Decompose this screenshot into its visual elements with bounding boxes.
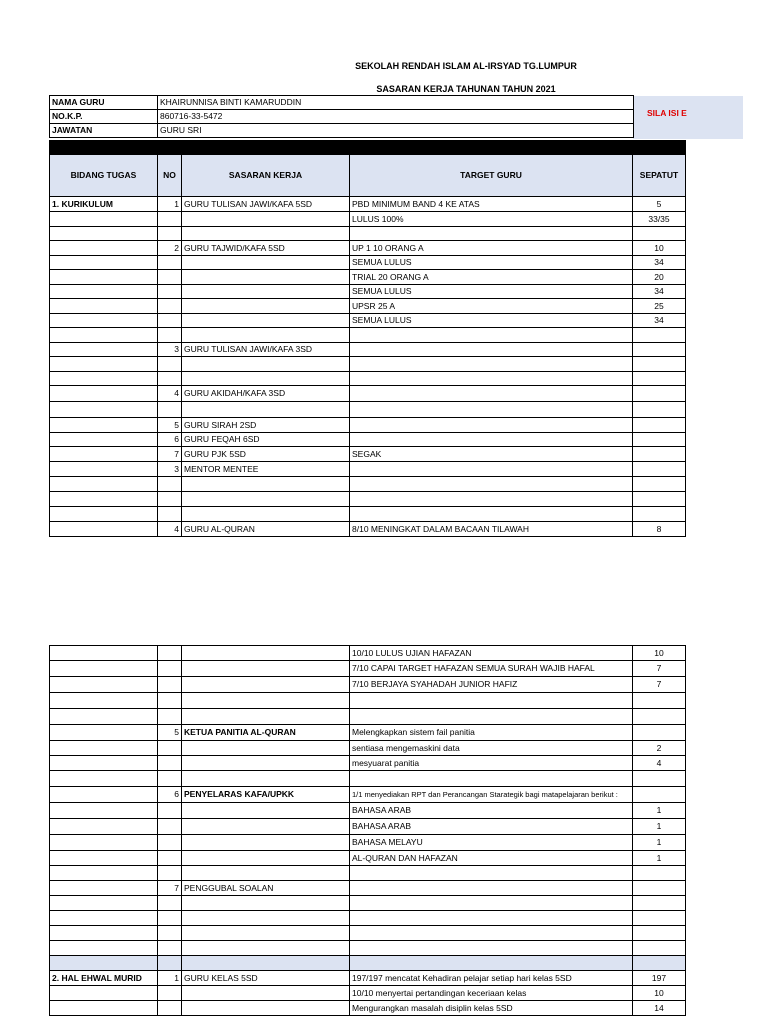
no-cell	[158, 371, 182, 386]
sasaran-kerja-cell: GURU AKIDAH/KAFA 3SD	[182, 386, 350, 402]
no-cell: 6	[158, 432, 182, 447]
target-guru-cell: SEMUA LULUS	[350, 313, 633, 328]
bidang-tugas-cell	[50, 646, 158, 661]
no-cell: 1	[158, 971, 182, 986]
table-row	[50, 284, 686, 299]
sepatut-cell	[633, 342, 686, 357]
no-cell	[158, 313, 182, 328]
sasaran-kerja-cell: GURU AL-QURAN	[182, 522, 350, 537]
bidang-tugas-cell	[50, 677, 158, 693]
col-sasaran-kerja: SASARAN KERJA	[182, 155, 350, 197]
sepatut-cell: 197	[633, 971, 686, 986]
sepatut-cell	[633, 507, 686, 522]
target-guru-cell	[350, 911, 633, 926]
sepatut-cell: 7	[633, 661, 686, 677]
table-row	[50, 896, 686, 911]
no-cell: 6	[158, 787, 182, 803]
table-row	[50, 709, 686, 725]
sasaran-kerja-cell	[182, 986, 350, 1001]
target-guru-cell	[350, 402, 633, 418]
table-row	[50, 226, 686, 241]
sepatut-cell	[633, 941, 686, 956]
sepatut-cell: 1	[633, 851, 686, 866]
bidang-tugas-cell	[50, 357, 158, 372]
no-cell	[158, 803, 182, 819]
bidang-tugas-cell	[50, 313, 158, 328]
table-row	[50, 986, 686, 1001]
sasaran-kerja-cell	[182, 771, 350, 787]
table-row	[50, 866, 686, 881]
bidang-tugas-cell	[50, 835, 158, 851]
no-cell	[158, 270, 182, 285]
sasaran-kerja-cell	[182, 803, 350, 819]
sasaran-kerja-cell	[182, 896, 350, 911]
bidang-tugas-cell	[50, 462, 158, 477]
bidang-tugas-cell	[50, 756, 158, 771]
fill-in-note: SILA ISI E	[633, 96, 743, 139]
bidang-tugas-cell	[50, 371, 158, 386]
target-guru-cell: Melengkapkan sistem fail panitia	[350, 725, 633, 741]
sepatut-cell: 34	[633, 284, 686, 299]
sasaran-kerja-cell	[182, 677, 350, 693]
no-cell	[158, 677, 182, 693]
bidang-tugas-cell	[50, 941, 158, 956]
table-row	[50, 971, 686, 986]
sepatut-cell	[633, 328, 686, 343]
no-cell	[158, 771, 182, 787]
table-row	[50, 741, 686, 756]
sepatut-cell: 10	[633, 646, 686, 661]
table-row	[50, 241, 686, 256]
sasaran-kerja-cell	[182, 819, 350, 835]
table-row	[50, 661, 686, 677]
teacher-info-table	[49, 95, 634, 138]
target-guru-cell: PBD MINIMUM BAND 4 KE ATAS	[350, 197, 633, 212]
bidang-tugas-cell	[50, 226, 158, 241]
sasaran-kerja-cell	[182, 646, 350, 661]
sasaran-kerja-cell	[182, 212, 350, 227]
bidang-tugas-cell	[50, 492, 158, 507]
no-cell	[158, 851, 182, 866]
table-row	[50, 1001, 686, 1016]
bidang-tugas-cell	[50, 342, 158, 357]
no-cell: 1	[158, 197, 182, 212]
table-row	[50, 941, 686, 956]
table-row	[50, 462, 686, 477]
sasaran-kerja-cell: GURU FEQAH 6SD	[182, 432, 350, 447]
sasaran-kerja-cell	[182, 357, 350, 372]
sepatut-cell: 2	[633, 741, 686, 756]
target-guru-cell: 10/10 LULUS UJIAN HAFAZAN	[350, 646, 633, 661]
bidang-tugas-cell	[50, 507, 158, 522]
sepatut-cell: 34	[633, 255, 686, 270]
no-cell	[158, 741, 182, 756]
target-guru-cell: BAHASA ARAB	[350, 819, 633, 835]
no-cell	[158, 255, 182, 270]
target-guru-cell	[350, 357, 633, 372]
no-cell	[158, 477, 182, 492]
sasaran-kerja-cell	[182, 693, 350, 709]
teacher-kp: 860716-33-5472	[158, 110, 634, 124]
no-cell	[158, 835, 182, 851]
sepatut-cell	[633, 866, 686, 881]
no-cell	[158, 941, 182, 956]
sepatut-cell	[633, 432, 686, 447]
bidang-tugas-cell	[50, 851, 158, 866]
target-guru-cell	[350, 328, 633, 343]
document-title: SASARAN KERJA TAHUNAN TAHUN 2021	[376, 84, 556, 94]
table-row	[50, 197, 686, 212]
sepatut-cell	[633, 477, 686, 492]
target-guru-cell	[350, 771, 633, 787]
sepatut-cell	[633, 771, 686, 787]
sepatut-cell	[633, 896, 686, 911]
target-guru-cell	[350, 866, 633, 881]
sepatut-cell: 5	[633, 197, 686, 212]
table-row	[50, 803, 686, 819]
table-row	[50, 299, 686, 314]
bidang-tugas-cell	[50, 866, 158, 881]
no-cell	[158, 661, 182, 677]
sepatut-cell	[633, 462, 686, 477]
sepatut-cell: 14	[633, 1001, 686, 1016]
sepatut-cell: 20	[633, 270, 686, 285]
no-cell	[158, 299, 182, 314]
no-cell	[158, 507, 182, 522]
target-guru-cell: BAHASA ARAB	[350, 803, 633, 819]
table-row	[50, 357, 686, 372]
sepatut-cell	[633, 447, 686, 462]
sepatut-cell	[633, 787, 686, 803]
sepatut-cell	[633, 709, 686, 725]
no-cell	[158, 212, 182, 227]
sepatut-cell: 4	[633, 756, 686, 771]
target-guru-cell: SEMUA LULUS	[350, 284, 633, 299]
bidang-tugas-cell	[50, 418, 158, 433]
bidang-tugas-cell	[50, 956, 158, 971]
bidang-tugas-cell	[50, 661, 158, 677]
col-bidang-tugas: BIDANG TUGAS	[50, 155, 158, 197]
sasaran-kerja-cell	[182, 477, 350, 492]
target-guru-cell: 7/10 CAPAI TARGET HAFAZAN SEMUA SURAH WAJIB HAFAL	[350, 661, 633, 677]
target-guru-cell: 10/10 menyertai pertandingan keceriaan kelas	[350, 986, 633, 1001]
table-row	[50, 255, 686, 270]
sepatut-cell	[633, 956, 686, 971]
sepatut-cell	[633, 492, 686, 507]
target-guru-cell	[350, 386, 633, 402]
table-row	[50, 835, 686, 851]
no-cell	[158, 756, 182, 771]
no-cell	[158, 911, 182, 926]
sepatut-cell	[633, 693, 686, 709]
sepatut-cell: 1	[633, 819, 686, 835]
no-cell	[158, 357, 182, 372]
no-cell	[158, 402, 182, 418]
target-guru-cell: mesyuarat panitia	[350, 756, 633, 771]
target-guru-cell: UPSR 25 A	[350, 299, 633, 314]
target-guru-cell: 1/1 menyediakan RPT dan Perancangan Starategik bagi matapelajaran berikut :	[350, 787, 633, 803]
bidang-tugas-cell	[50, 255, 158, 270]
teacher-name: KHAIRUNNISA BINTI KAMARUDDIN	[158, 96, 634, 110]
target-guru-cell	[350, 507, 633, 522]
bidang-tugas-cell: 2. HAL EHWAL MURID	[50, 971, 158, 986]
no-cell	[158, 956, 182, 971]
sasaran-kerja-cell	[182, 661, 350, 677]
bidang-tugas-cell	[50, 881, 158, 896]
table-row	[50, 270, 686, 285]
no-cell: 3	[158, 462, 182, 477]
no-cell: 3	[158, 342, 182, 357]
bidang-tugas-cell	[50, 709, 158, 725]
target-guru-cell	[350, 709, 633, 725]
sepatut-cell	[633, 386, 686, 402]
sepatut-cell: 33/35	[633, 212, 686, 227]
sasaran-kerja-cell	[182, 956, 350, 971]
table-row	[50, 693, 686, 709]
bidang-tugas-cell	[50, 771, 158, 787]
bidang-tugas-cell	[50, 299, 158, 314]
target-guru-cell: SEMUA LULUS	[350, 255, 633, 270]
bidang-tugas-cell	[50, 477, 158, 492]
sasaran-kerja-cell	[182, 402, 350, 418]
target-guru-cell: sentiasa mengemaskini data	[350, 741, 633, 756]
sepatut-cell: 7	[633, 677, 686, 693]
bidang-tugas-cell	[50, 896, 158, 911]
sepatut-cell	[633, 226, 686, 241]
no-cell	[158, 986, 182, 1001]
bidang-tugas-cell	[50, 725, 158, 741]
sasaran-kerja-cell	[182, 911, 350, 926]
table-row	[50, 911, 686, 926]
table-row	[50, 771, 686, 787]
table-row	[50, 212, 686, 227]
bidang-tugas-cell	[50, 986, 158, 1001]
target-table-page1	[49, 140, 686, 537]
sasaran-kerja-cell: GURU TAJWID/KAFA 5SD	[182, 241, 350, 256]
target-guru-cell	[350, 477, 633, 492]
sepatut-cell: 10	[633, 986, 686, 1001]
target-guru-cell: AL-QURAN DAN HAFAZAN	[350, 851, 633, 866]
no-cell: 5	[158, 725, 182, 741]
sasaran-kerja-cell	[182, 926, 350, 941]
target-guru-cell	[350, 941, 633, 956]
sepatut-cell	[633, 911, 686, 926]
bidang-tugas-cell	[50, 1001, 158, 1016]
bidang-tugas-cell	[50, 447, 158, 462]
bidang-tugas-cell	[50, 693, 158, 709]
sasaran-kerja-cell	[182, 255, 350, 270]
no-cell	[158, 1001, 182, 1016]
sepatut-cell	[633, 371, 686, 386]
target-guru-cell	[350, 896, 633, 911]
target-guru-cell	[350, 342, 633, 357]
target-guru-cell: BAHASA MELAYU	[350, 835, 633, 851]
teacher-post: GURU SRI	[158, 124, 634, 138]
sasaran-kerja-cell: GURU PJK 5SD	[182, 447, 350, 462]
bidang-tugas-cell	[50, 926, 158, 941]
table-row	[50, 787, 686, 803]
target-guru-cell: 8/10 MENINGKAT DALAM BACAAN TILAWAH	[350, 522, 633, 537]
sasaran-kerja-cell: GURU KELAS 5SD	[182, 971, 350, 986]
table-row	[50, 851, 686, 866]
table-row	[50, 477, 686, 492]
sasaran-kerja-cell: MENTOR MENTEE	[182, 462, 350, 477]
sepatut-cell: 34	[633, 313, 686, 328]
bidang-tugas-cell	[50, 803, 158, 819]
sasaran-kerja-cell	[182, 299, 350, 314]
sasaran-kerja-cell	[182, 328, 350, 343]
target-guru-cell: 197/197 mencatat Kehadiran pelajar setiap hari kelas 5SD	[350, 971, 633, 986]
sasaran-kerja-cell	[182, 371, 350, 386]
bidang-tugas-cell	[50, 212, 158, 227]
sasaran-kerja-cell	[182, 284, 350, 299]
school-name: SEKOLAH RENDAH ISLAM AL-IRSYAD TG.LUMPUR	[355, 61, 577, 71]
target-guru-cell	[350, 462, 633, 477]
sepatut-cell	[633, 402, 686, 418]
no-cell	[158, 284, 182, 299]
sasaran-kerja-cell: PENGGUBAL SOALAN	[182, 881, 350, 896]
col-target-guru: TARGET GURU	[350, 155, 633, 197]
sasaran-kerja-cell	[182, 851, 350, 866]
target-table-page2	[49, 645, 686, 1016]
target-guru-cell: 7/10 BERJAYA SYAHADAH JUNIOR HAFIZ	[350, 677, 633, 693]
sasaran-kerja-cell	[182, 313, 350, 328]
table-row	[50, 522, 686, 537]
table-row	[50, 756, 686, 771]
bidang-tugas-cell	[50, 819, 158, 835]
sasaran-kerja-cell	[182, 226, 350, 241]
bidang-tugas-cell: 1. KURIKULUM	[50, 197, 158, 212]
sepatut-cell: 1	[633, 835, 686, 851]
target-guru-cell	[350, 226, 633, 241]
sasaran-kerja-cell: GURU TULISAN JAWI/KAFA 3SD	[182, 342, 350, 357]
table-row	[50, 507, 686, 522]
sasaran-kerja-cell	[182, 270, 350, 285]
no-cell: 2	[158, 241, 182, 256]
bidang-tugas-cell	[50, 386, 158, 402]
table-row	[50, 677, 686, 693]
table-row	[50, 328, 686, 343]
sasaran-kerja-cell	[182, 1001, 350, 1016]
table-row	[50, 342, 686, 357]
target-guru-cell: SEGAK	[350, 447, 633, 462]
sepatut-cell	[633, 926, 686, 941]
name-label: NAMA GURU	[50, 96, 158, 110]
sasaran-kerja-cell	[182, 756, 350, 771]
bidang-tugas-cell	[50, 911, 158, 926]
sepatut-cell	[633, 725, 686, 741]
sasaran-kerja-cell: GURU SIRAH 2SD	[182, 418, 350, 433]
sasaran-kerja-cell: PENYELARAS KAFA/UPKK	[182, 787, 350, 803]
no-cell	[158, 492, 182, 507]
sasaran-kerja-cell	[182, 492, 350, 507]
no-cell	[158, 709, 182, 725]
no-cell	[158, 926, 182, 941]
table-row	[50, 418, 686, 433]
bidang-tugas-cell	[50, 741, 158, 756]
target-guru-cell	[350, 693, 633, 709]
bidang-tugas-cell	[50, 241, 158, 256]
no-cell	[158, 328, 182, 343]
table-row	[50, 492, 686, 507]
sasaran-kerja-cell	[182, 866, 350, 881]
sasaran-kerja-cell: GURU TULISAN JAWI/KAFA 5SD	[182, 197, 350, 212]
table-row	[50, 956, 686, 971]
target-guru-cell	[350, 881, 633, 896]
table-row	[50, 646, 686, 661]
no-cell: 7	[158, 881, 182, 896]
no-cell	[158, 866, 182, 881]
post-label: JAWATAN	[50, 124, 158, 138]
sasaran-kerja-cell	[182, 835, 350, 851]
table-row	[50, 881, 686, 896]
bidang-tugas-cell	[50, 402, 158, 418]
sasaran-kerja-cell	[182, 741, 350, 756]
table-row	[50, 447, 686, 462]
target-guru-cell	[350, 418, 633, 433]
target-guru-cell: Mengurangkan masalah disiplin kelas 5SD	[350, 1001, 633, 1016]
col-no: NO	[158, 155, 182, 197]
no-cell: 4	[158, 386, 182, 402]
target-guru-cell: LULUS 100%	[350, 212, 633, 227]
sepatut-cell: 10	[633, 241, 686, 256]
target-guru-cell	[350, 371, 633, 386]
no-cell	[158, 896, 182, 911]
no-cell	[158, 226, 182, 241]
no-cell	[158, 646, 182, 661]
no-cell: 4	[158, 522, 182, 537]
bidang-tugas-cell	[50, 522, 158, 537]
bidang-tugas-cell	[50, 284, 158, 299]
target-guru-cell	[350, 956, 633, 971]
sepatut-cell: 25	[633, 299, 686, 314]
table-row	[50, 402, 686, 418]
col-sepatut: SEPATUT	[633, 155, 686, 197]
sepatut-cell	[633, 357, 686, 372]
sepatut-cell	[633, 418, 686, 433]
table-row	[50, 386, 686, 402]
no-cell: 7	[158, 447, 182, 462]
bidang-tugas-cell	[50, 787, 158, 803]
bidang-tugas-cell	[50, 432, 158, 447]
bidang-tugas-cell	[50, 270, 158, 285]
table-row	[50, 725, 686, 741]
bidang-tugas-cell	[50, 328, 158, 343]
target-guru-cell	[350, 926, 633, 941]
sasaran-kerja-cell	[182, 941, 350, 956]
table-row	[50, 819, 686, 835]
sepatut-cell: 1	[633, 803, 686, 819]
target-guru-cell	[350, 492, 633, 507]
sasaran-kerja-cell	[182, 709, 350, 725]
table-row	[50, 371, 686, 386]
kp-label: NO.K.P.	[50, 110, 158, 124]
no-cell	[158, 819, 182, 835]
target-guru-cell	[350, 432, 633, 447]
no-cell	[158, 693, 182, 709]
sepatut-cell	[633, 881, 686, 896]
target-guru-cell: UP 1 10 ORANG A	[350, 241, 633, 256]
sasaran-kerja-cell: KETUA PANITIA AL-QURAN	[182, 725, 350, 741]
no-cell: 5	[158, 418, 182, 433]
sasaran-kerja-cell	[182, 507, 350, 522]
target-guru-cell: TRIAL 20 ORANG A	[350, 270, 633, 285]
table-row	[50, 313, 686, 328]
table-row	[50, 432, 686, 447]
table-row	[50, 926, 686, 941]
sepatut-cell: 8	[633, 522, 686, 537]
